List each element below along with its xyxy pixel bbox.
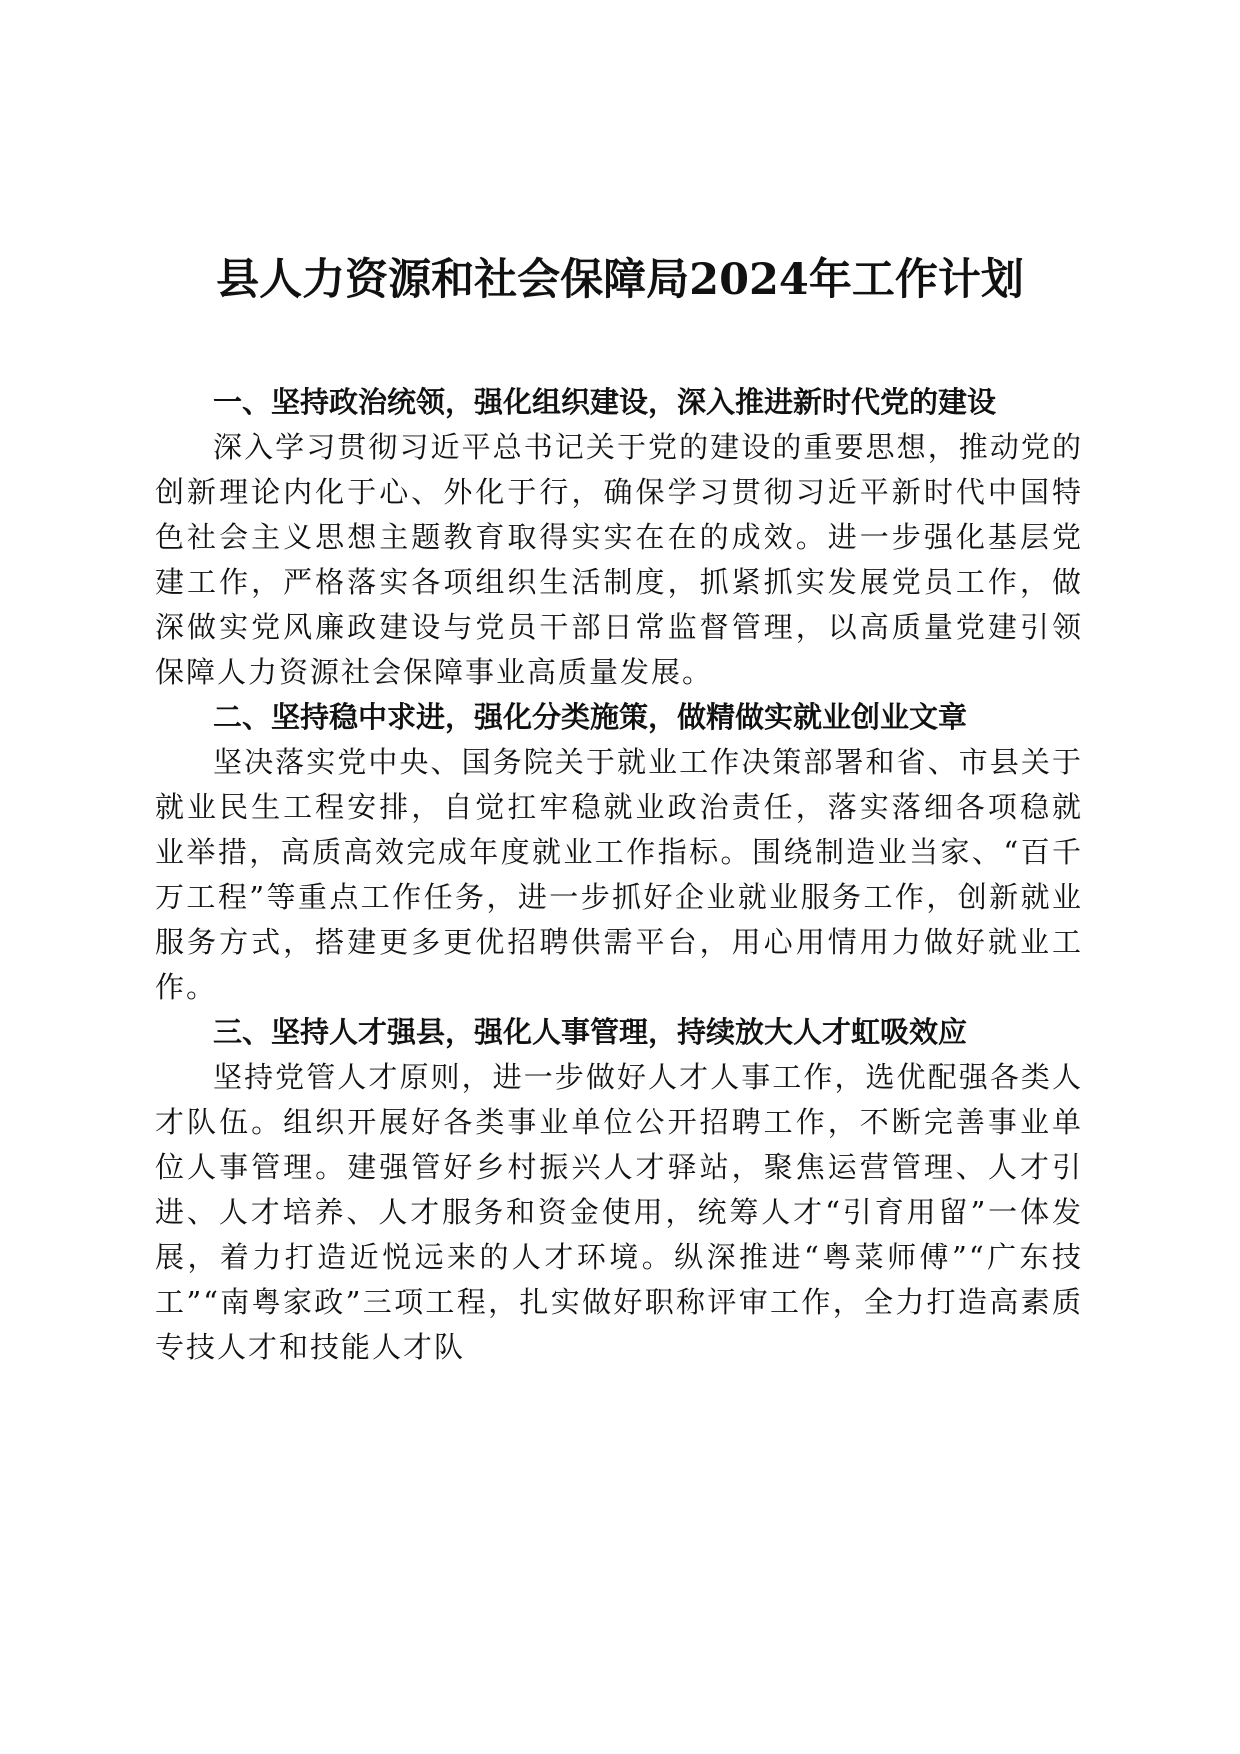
section-2: [155, 695, 1083, 1010]
document-body: [155, 380, 1083, 1370]
section-paragraph: 深入学习贯彻习近平总书记关于党的建设的重要思想，推动党的创新理论内化于心、外化于行，确保学习贯彻习近平新时代中国特色社会主义思想主题教育取得实实在在的成效。进一步强化基层党建工作，严格落实各项组织生活制度，抓紧抓实发展党员工作，做深做实党风廉政建设与党员干部日常监督管理，以高质量党建引领保障人力资源社会保障事业高质量发展。: [155, 430, 1083, 689]
section-heading: 一、坚持政治统领，强化组织建设，深入推进新时代党的建设: [213, 385, 997, 419]
section-heading: 三、坚持人才强县，强化人事管理，持续放大人才虹吸效应: [213, 1015, 968, 1049]
section-paragraph: 坚持党管人才原则，进一步做好人才人事工作，选优配强各类人才队伍。组织开展好各类事业单位公开招聘工作，不断完善事业单位人事管理。建强管好乡村振兴人才驿站，聚焦运营管理、人才引进、人才培养、人才服务和资金使用，统筹人才“引育用留”一体发展，着力打造近悦远来的人才环境。纵深推进“粤菜师傅”“广东技工”“南粤家政”三项工程，扎实做好职称评审工作，全力打造高素质专技人才和技能人才队: [155, 1060, 1083, 1364]
section-1: [155, 380, 1083, 695]
section-heading: 二、坚持稳中求进，强化分类施策，做精做实就业创业文章: [213, 700, 968, 734]
section-3: [155, 1010, 1083, 1370]
section-paragraph: 坚决落实党中央、国务院关于就业工作决策部署和省、市县关于就业民生工程安排，自觉扛牢稳就业政治责任，落实落细各项稳就业举措，高质高效完成年度就业工作指标。围绕制造业当家、“百千万工程”等重点工作任务，进一步抓好企业就业服务工作，创新就业服务方式，搭建更多更优招聘供需平台，用心用情用力做好就业工作。: [155, 745, 1083, 1004]
document-title: 县人力资源和社会保障局2024年工作计划: [216, 255, 1024, 305]
